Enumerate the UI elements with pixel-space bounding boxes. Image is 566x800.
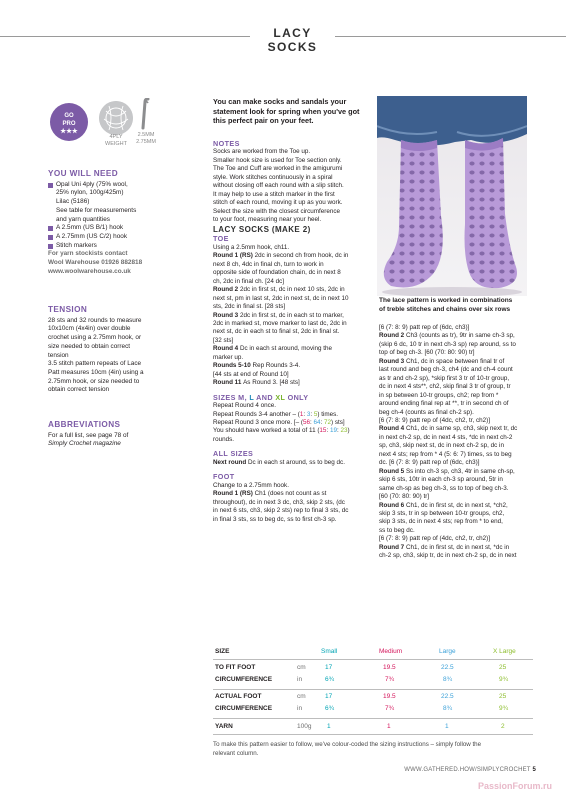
materials-item-hook1: A 2.5mm (US B/1) hook xyxy=(48,224,196,233)
sizes-text: ) times. xyxy=(317,410,339,418)
sizes-heading xyxy=(213,394,373,402)
instruction-line: [6 (7: 8: 9) patt rep of (6dc, ch3)] xyxy=(379,324,470,331)
sizes-text: ) sts] xyxy=(331,418,345,426)
watermark: PassionForum.ru xyxy=(477,781,552,791)
header-small: Small xyxy=(321,648,338,655)
tension-heading: TENSION xyxy=(48,305,88,314)
notes-heading: NOTES xyxy=(213,139,240,148)
foot-line: in final 3 sts, ss to beg dc, ss to first ch-3 sp. xyxy=(213,515,337,523)
sizes-line5: rounds. xyxy=(213,435,235,443)
toe-line: next 8 ch, 4dc in final ch, turn to work in xyxy=(213,260,324,268)
notes-line: Socks are worked from the Toe up. xyxy=(213,148,311,156)
instruction-line: skip 3 sts, dc in next 4 sts; rep from * to end, xyxy=(379,518,503,526)
intro-line: this perfect pair on your feet. xyxy=(213,116,314,126)
size-m-value: 15 xyxy=(319,427,327,435)
round-label: Round 2 xyxy=(379,332,406,340)
instruction-line: [6 (7: 8: 9) patt rep of (4dc, ch2, tr, ch2)] xyxy=(379,535,490,543)
cell-large: 8¾ xyxy=(443,705,453,712)
round-label: Rounds 5-10 xyxy=(213,362,253,370)
notes-body xyxy=(213,148,373,224)
instruction-line: top of beg ch-3. [60 (70: 80: 90) tr] xyxy=(379,349,475,357)
page-title: LACY SOCKS xyxy=(267,26,318,54)
all-sizes-heading: ALL SIZES xyxy=(213,449,254,459)
cell-xlarge: 9¾ xyxy=(499,705,509,712)
socks-photo xyxy=(377,96,527,296)
yarn-caption-line2: WEIGHT xyxy=(105,141,127,147)
tension-line: obtain correct tension xyxy=(48,386,110,394)
sizes-sep: : xyxy=(310,410,314,418)
cell-xlarge: 25 xyxy=(499,693,507,700)
cell-large: 22.5 xyxy=(441,693,454,700)
all-sizes-line: Next round Dc in each st around, ss to beg dc. xyxy=(213,458,345,466)
foot-instructions xyxy=(213,482,373,524)
sizes-line3 xyxy=(213,419,373,427)
row-label: CIRCUMFERENCE xyxy=(215,705,273,712)
cell-small: 6¾ xyxy=(325,705,335,712)
sizes-line4 xyxy=(213,427,373,435)
cell-medium: 7¾ xyxy=(385,705,395,712)
skill-line2: PRO xyxy=(62,121,76,127)
sizes-text: ) xyxy=(347,427,350,435)
notes-line: It may help to use a stitch marker in the first xyxy=(213,190,335,198)
instruction-line: Round 4 Ch1, dc in same sp, ch3, skip next tr, dc xyxy=(379,425,518,433)
footnote xyxy=(213,741,533,758)
sizes-line1: Repeat Round 4 once. xyxy=(213,402,277,410)
round-label: Round 2 xyxy=(213,286,240,294)
toe-line: Using a 2.5mm hook, ch11. xyxy=(213,243,290,251)
sizes-line2 xyxy=(213,411,373,419)
sizes-sep: : xyxy=(303,410,307,418)
footnote-line: To make this pattern easier to follow, we've colour-coded the sizing instructions – simply follow the xyxy=(213,741,482,748)
materials-item-markers: Stitch markers xyxy=(48,242,196,251)
table-divider xyxy=(213,689,533,690)
sizes-sep: : xyxy=(336,427,341,435)
materials-item-yarn-e: and yarn quantities xyxy=(56,215,111,223)
abbreviations-line1: For a full list, see page 78 of xyxy=(48,431,129,439)
toe-line: [32 sts] xyxy=(213,336,234,344)
round-label: Round 3 xyxy=(213,311,240,319)
size-xl-value: 23 xyxy=(340,427,348,435)
skill-line1: GO xyxy=(64,113,74,119)
sizes-heading-c: AND xyxy=(254,392,276,402)
materials-item-yarn-b: 25% nylon, 100g/425m) xyxy=(56,189,124,197)
instruction-line: same ch-sp as beg ch-3, ss to top of beg ch-3. xyxy=(379,484,509,492)
notes-line: without closing off each round with a slip stitch. xyxy=(213,182,344,190)
sizes-heading-d: ONLY xyxy=(285,392,309,402)
row-label: CIRCUMFERENCE xyxy=(215,676,273,683)
tension-line: Patt measures 10cm (4in) using a xyxy=(48,368,144,376)
sizes-text: Repeat Rounds 3-4 another – ( xyxy=(213,410,300,418)
instruction-line: next 4 sts; rep from * 4 (5: 6: 7) times, ss to beg xyxy=(379,450,512,458)
caption-line: of treble stitches and chains over six rows xyxy=(379,305,511,313)
cell-medium: 7¾ xyxy=(385,676,395,683)
instruction-line: in next ch-2 sp, dc in next 4 sts, *dc in next ch-2 xyxy=(379,433,513,441)
size-l-value: 19 xyxy=(329,427,337,435)
size-m-value: 56 xyxy=(302,418,310,426)
toe-line: next st, dc in each st to final st, 2dc in final st. xyxy=(213,328,340,336)
notes-line: Smaller hook size is used for Toe section only. xyxy=(213,156,342,164)
page-footer xyxy=(404,767,536,773)
intro-line: statement look for spring when you've got xyxy=(213,106,360,116)
tension-line: 28 sts and 32 rounds to measure xyxy=(48,316,142,324)
toe-instructions xyxy=(213,244,373,388)
instruction-line: in sp between 10-tr groups, ch2; rep from * xyxy=(379,391,499,399)
instruction-line: skip 3 sts, tr in sp between 10-tr groups, ch2, xyxy=(379,509,505,517)
hook-size-caption xyxy=(132,132,160,146)
sizes-text: Repeat Round 3 once more. [– ( xyxy=(213,418,303,426)
toe-line: sts, 2dc in final st. [28 sts] xyxy=(213,303,286,311)
toe-line: [44 sts at end of Round 10] xyxy=(213,370,289,378)
round-label: Round 4 xyxy=(379,425,406,433)
instruction-line: as tr and ch-2 sp), *skip first 3 tr of 10-tr group, xyxy=(379,374,510,382)
toe-line: Round 11 As Round 3. [48 sts] xyxy=(213,379,300,387)
header-large: Large xyxy=(439,648,456,655)
materials-item-hook2: A 2.75mm (US C/2) hook xyxy=(48,233,196,242)
size-m-value: 1 xyxy=(299,410,304,418)
footer-url[interactable]: WWW.GATHERED.HOW/SIMPLYCROCHET xyxy=(404,767,531,773)
foot-line: Round 1 (RS) Ch1 (does not count as st xyxy=(213,490,327,498)
table-divider xyxy=(213,734,533,735)
foot-line: throughout), dc in next 3 dc, ch3, skip 2 sts, (dc xyxy=(213,498,345,506)
size-xl-value: 72 xyxy=(324,418,332,426)
round-label: Round 1 (RS) xyxy=(213,252,255,260)
instruction-line: beg ch-4 (counts as final ch-2 sp). xyxy=(379,408,474,416)
cell-small: 1 xyxy=(327,723,331,730)
hook-caption-line1: 2.5MM xyxy=(137,132,155,138)
instruction-line: last round and beg ch-3, ch4 (dc and ch-4 count xyxy=(379,366,513,374)
instruction-line: Round 3 Ch1, dc in space between final tr of xyxy=(379,357,505,365)
instruction-line: ss to beg dc. xyxy=(379,526,415,534)
notes-section xyxy=(213,140,373,225)
instruction-line: Round 7 Ch1, dc in first st, dc in next st, *dc in xyxy=(379,543,510,551)
tension-line: 10x10cm (4x4in) over double xyxy=(48,325,131,333)
intro-line: You can make socks and sandals your xyxy=(213,97,347,106)
notes-line: to your foot, measuring near your heel. xyxy=(213,216,322,224)
foot-line: in next 6 sts, ch3, skip 2 sts) rep to final 3 sts, dc xyxy=(213,507,349,515)
size-l-value: 3 xyxy=(306,410,311,418)
skill-level-badge xyxy=(50,103,88,141)
sizes-heading-b: , xyxy=(244,392,250,402)
table-divider xyxy=(213,659,533,660)
stockists-line1: For yarn stockists contact xyxy=(48,250,128,258)
cell-large: 22.5 xyxy=(441,664,454,671)
stockists-line2: Wool Warehouse 01926 882818 xyxy=(48,259,143,267)
cell-xlarge: 25 xyxy=(499,664,507,671)
caption-line: The lace pattern is worked in combinations xyxy=(379,297,513,304)
cell-medium: 1 xyxy=(387,723,391,730)
round-label: Round 11 xyxy=(213,379,244,387)
instruction-line: [6 (7: 8: 9) patt rep of (4dc, ch2, tr, ch2)] xyxy=(379,416,490,424)
toe-line: Round 3 2dc in first st, dc in each st to marker, xyxy=(213,311,344,319)
toe-line: Round 4 Dc in each st around, moving the xyxy=(213,345,332,353)
yarn-ball-icon xyxy=(99,101,133,135)
notes-line: stitch of each round, moving it up as you work. xyxy=(213,199,343,207)
size-l-value: 64 xyxy=(313,418,321,426)
round-label: Round 7 xyxy=(379,543,406,551)
skill-stars: ★★★ xyxy=(60,128,78,135)
sizes-text: You should have worked a total of 11 ( xyxy=(213,427,320,435)
you-will-need-heading: YOU WILL NEED xyxy=(48,169,119,178)
photo-caption xyxy=(379,297,529,314)
instruction-line: skip 6 sts, 10tr in each ch-3 sp around, 5tr in xyxy=(379,476,503,484)
cell-xlarge: 9¾ xyxy=(499,676,509,683)
tension-line: crochet using a 2.75mm hook, or xyxy=(48,334,142,342)
notes-line: style. Work stitches continuously in a spiral xyxy=(213,173,333,181)
instruction-line: dc in next 4 sts**, ch2, skip final 3 tr of group, tr xyxy=(379,383,511,391)
tension-line: 2.75mm hook, or size needed to xyxy=(48,377,140,385)
table-divider xyxy=(213,718,533,719)
materials-item-yarn: Opal Uni 4ply (75% wool, xyxy=(48,181,196,190)
sizes-sep: : xyxy=(320,418,324,426)
instruction-line: dc. [6 (7: 8: 9) patt rep of (6dc, ch3)] xyxy=(379,459,480,467)
sizes-heading-m: M xyxy=(238,392,245,402)
instruction-line: around ending final rep at **, tr in second ch of xyxy=(379,400,509,408)
toe-line: opposite side of foundation chain, dc in next 8 xyxy=(213,269,341,277)
tension-line: size needed to obtain correct xyxy=(48,342,131,350)
materials-item-yarn-d: See table for measurements xyxy=(56,206,137,214)
sizes-heading-xl: XL xyxy=(275,392,286,402)
row-unit: cm xyxy=(297,664,306,671)
header-medium: Medium xyxy=(379,648,403,655)
header-rule-right xyxy=(335,36,566,37)
tension-section xyxy=(48,306,196,395)
round-label: Round 5 xyxy=(379,467,406,475)
toe-line: next st, pm in last st, 2dc in next st, dc in next 10 xyxy=(213,294,349,302)
round-label: Round 4 xyxy=(213,345,240,353)
cell-small: 17 xyxy=(325,693,333,700)
round-label: Next round xyxy=(213,458,248,466)
notes-line: The Toe and Cuff are worked in the amigurumi xyxy=(213,165,343,173)
pattern-section xyxy=(213,226,373,524)
instruction-line: Round 6 Ch1, dc in first st, dc in next st, *ch2, xyxy=(379,501,508,509)
toe-line: Round 1 (RS) 2dc in second ch from hook, dc in xyxy=(213,252,349,260)
row-label: TO FIT FOOT xyxy=(215,664,256,671)
size-xl-value: 5 xyxy=(313,410,318,418)
stockists-link[interactable]: www.woolwarehouse.co.uk xyxy=(48,267,131,275)
row-unit: 100g xyxy=(297,723,312,730)
round-label: Round 1 (RS) xyxy=(213,490,255,498)
sizes-sep: : xyxy=(326,427,330,435)
row-unit: cm xyxy=(297,693,306,700)
instruction-line: Round 5 Ss into ch-3 sp, ch3, 4tr in same ch-sp, xyxy=(379,467,515,475)
abbreviations-section xyxy=(48,421,196,449)
intro-text xyxy=(213,97,373,126)
round-label: Round 6 xyxy=(379,501,406,509)
row-unit: in xyxy=(297,705,303,712)
row-label: ACTUAL FOOT xyxy=(215,693,262,700)
cell-small: 17 xyxy=(325,664,333,671)
cell-medium: 19.5 xyxy=(383,693,396,700)
instruction-line: [60 (70: 80: 90) tr] xyxy=(379,493,430,501)
foot-line: Change to a 2.75mm hook. xyxy=(213,481,289,489)
notes-line: Select the size with the closest circumference xyxy=(213,207,341,215)
instruction-line: Round 2 Ch3 (counts as tr), 9tr in same ch-3 sp, xyxy=(379,332,515,340)
header-size: SIZE xyxy=(215,648,230,655)
tension-line: tension xyxy=(48,351,69,359)
header-xlarge: X Large xyxy=(493,648,516,655)
instruction-line: sp, ch3, skip next st, dc in next ch-2 sp, dc in xyxy=(379,442,504,450)
footnote-line: relevant column. xyxy=(213,749,259,757)
cell-small: 6¾ xyxy=(325,676,335,683)
cell-large: 8¾ xyxy=(443,676,453,683)
toe-line: ch, 2dc in final ch. [24 dc] xyxy=(213,277,285,285)
header-rule-left xyxy=(0,36,250,37)
yarn-caption-line1: 4PLY xyxy=(109,134,123,140)
pattern-heading: LACY SOCKS (MAKE 2) xyxy=(213,225,311,234)
right-column-instructions xyxy=(379,324,539,561)
toe-line: 2dc in marked st, move marker to last dc, 2dc in xyxy=(213,319,347,327)
toe-heading: TOE xyxy=(213,234,229,244)
you-will-need-section xyxy=(48,170,196,276)
instruction-line: ch-2 sp, ch3, skip tr, dc in next ch-2 sp, dc in next xyxy=(379,552,517,560)
foot-heading: FOOT xyxy=(213,472,235,482)
abbreviations-heading: ABBREVIATIONS xyxy=(48,420,121,429)
materials-item-yarn-c: Lilac (5186) xyxy=(56,198,90,206)
toe-line: marker up. xyxy=(213,353,244,361)
cell-xlarge: 2 xyxy=(501,723,505,730)
row-label: YARN xyxy=(215,723,233,730)
all-sizes-instruction xyxy=(213,459,373,467)
page-number: 5 xyxy=(532,767,536,773)
tension-line: 3.5 stitch pattern repeats of Lace xyxy=(48,360,142,368)
sizes-heading-a: SIZES xyxy=(213,392,239,402)
cell-large: 1 xyxy=(445,723,449,730)
sizes-heading-l: L xyxy=(249,392,255,402)
cell-medium: 19.5 xyxy=(383,664,396,671)
toe-line: Rounds 5-10 Rep Rounds 3-4. xyxy=(213,362,301,370)
round-label: Round 3 xyxy=(379,357,406,365)
hook-caption-line2: 2.75MM xyxy=(136,139,156,145)
toe-line: Round 2 2dc in first st, dc in next 10 sts, 2dc in xyxy=(213,286,345,294)
abbreviations-line2: Simply Crochet magazine xyxy=(48,440,121,448)
row-unit: in xyxy=(297,676,303,683)
instruction-line: (skip 6 dc, 10 tr in next ch-3 sp) rep around, ss to xyxy=(379,340,516,348)
sizes-sep: : xyxy=(309,418,314,426)
crochet-hook-icon xyxy=(139,98,153,130)
